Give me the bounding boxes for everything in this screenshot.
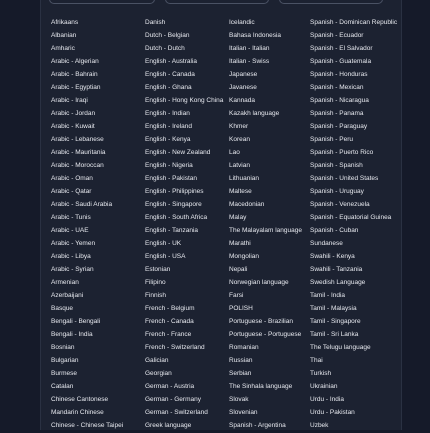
top-button-1[interactable]	[49, 0, 155, 4]
language-option[interactable]: Swahili - Tanzania	[310, 266, 363, 273]
language-option[interactable]: Serbian	[229, 370, 252, 377]
language-option[interactable]: Spanish - United States	[310, 175, 379, 182]
language-option[interactable]: English - Tanzania	[145, 227, 198, 234]
language-option[interactable]: Swedish Language	[310, 279, 366, 286]
language-option[interactable]: Arabic - Egyptian	[51, 84, 101, 91]
language-option[interactable]: Italian - Swiss	[229, 58, 270, 65]
language-option[interactable]: English - Pakistan	[145, 175, 198, 182]
language-option[interactable]: English - Hong Kong China	[145, 97, 224, 104]
language-option[interactable]: Spanish - Equatorial Guinea	[310, 214, 392, 221]
language-option[interactable]: Sundanese	[310, 240, 343, 247]
language-option[interactable]: Spanish - Ecuador	[310, 32, 364, 39]
language-option[interactable]: Arabic - Libya	[51, 253, 91, 260]
language-option[interactable]: Spanish - El Salvador	[310, 45, 373, 52]
language-option[interactable]: Lithuanian	[229, 175, 259, 182]
language-column-2	[145, 17, 223, 433]
language-option[interactable]: Dutch - Belgian	[145, 32, 190, 39]
language-option[interactable]: Slovenian	[229, 409, 258, 416]
language-option[interactable]: Tamil - India	[310, 292, 346, 299]
language-option[interactable]: Kannada	[229, 97, 256, 104]
language-option[interactable]: Khmer	[229, 123, 249, 130]
language-option[interactable]: French - Switzerland	[145, 344, 205, 351]
language-column-3	[229, 17, 302, 433]
language-option[interactable]: Finnish	[145, 292, 166, 299]
language-option[interactable]: Uzbek	[310, 422, 329, 429]
language-option[interactable]: French - France	[145, 331, 192, 338]
language-option[interactable]: Farsi	[229, 292, 244, 299]
language-option[interactable]: Arabic - Kuwait	[51, 123, 95, 130]
language-option[interactable]: Maltese	[229, 188, 252, 195]
language-option[interactable]: Latvian	[229, 162, 250, 169]
language-option[interactable]: Icelandic	[229, 19, 255, 26]
language-option[interactable]: Arabic - Oman	[51, 175, 93, 182]
language-option[interactable]: Tamil - Sri Lanka	[310, 331, 359, 338]
language-option[interactable]: The Telugu language	[310, 344, 371, 351]
language-option[interactable]: Urdu - Pakistan	[310, 409, 355, 416]
language-option[interactable]: Spanish - Puerto Rico	[310, 149, 374, 156]
language-option[interactable]: Albanian	[51, 32, 77, 39]
language-option[interactable]: Spanish - Spanish	[310, 162, 363, 169]
language-option[interactable]: Arabic - Iraqi	[51, 97, 88, 104]
language-option[interactable]: English - Ghana	[145, 84, 192, 91]
language-option[interactable]: Portuguese - Brazilian	[229, 318, 293, 325]
language-option[interactable]: Arabic - Bahrain	[51, 71, 98, 78]
language-option[interactable]: Arabic - Qatar	[51, 188, 92, 195]
language-option[interactable]: Bulgarian	[51, 357, 79, 364]
language-option[interactable]: Azerbaijani	[51, 292, 84, 299]
language-option[interactable]: Korean	[229, 136, 250, 143]
language-option[interactable]: POLISH	[229, 305, 253, 312]
language-option[interactable]: Spanish - Mexican	[310, 84, 364, 91]
language-option[interactable]: Estonian	[145, 266, 171, 273]
language-option[interactable]: Lao	[229, 149, 240, 156]
language-option[interactable]: Italian - Italian	[229, 45, 270, 52]
language-option[interactable]: Spanish - Panama	[310, 110, 364, 117]
language-option[interactable]: English - Nigeria	[145, 162, 193, 169]
language-option[interactable]: Spanish - Peru	[310, 136, 353, 143]
language-option[interactable]: Danish	[145, 19, 166, 26]
language-option[interactable]: Romanian	[229, 344, 259, 351]
language-option[interactable]: Spanish - Guatemala	[310, 58, 372, 65]
language-option[interactable]: Tamil - Singapore	[310, 318, 361, 325]
language-option[interactable]: Ukrainian	[310, 383, 338, 390]
language-option[interactable]: German - Switzerland	[145, 409, 208, 416]
language-option[interactable]: Spanish - Paraguay	[310, 123, 368, 130]
language-option[interactable]: Spanish - Cuban	[310, 227, 359, 234]
language-option[interactable]: Kazakh language	[229, 110, 280, 117]
language-option[interactable]: Javanese	[229, 84, 257, 91]
language-option[interactable]: Greek language	[145, 422, 192, 429]
language-option[interactable]: German - Germany	[145, 396, 201, 403]
language-option[interactable]: Marathi	[229, 240, 251, 247]
language-option[interactable]: Bosnian	[51, 344, 75, 351]
language-option[interactable]: English - Australia	[145, 58, 198, 65]
language-option[interactable]: The Malayalam language	[229, 227, 302, 234]
language-option[interactable]: Arabic - Lebanese	[51, 136, 104, 143]
language-option[interactable]: Spanish - Honduras	[310, 71, 368, 78]
language-option[interactable]: Portuguese - Portuguese	[229, 331, 302, 338]
top-button-2[interactable]	[165, 0, 269, 4]
language-option[interactable]: Japanese	[229, 71, 258, 78]
language-option[interactable]: Arabic - Moroccan	[51, 162, 104, 169]
top-button-3[interactable]	[279, 0, 383, 4]
language-option[interactable]: Arabic - Saudi Arabia	[51, 201, 113, 208]
language-option[interactable]: Arabic - Tunis	[51, 214, 91, 221]
language-option[interactable]: Thai	[310, 357, 323, 364]
language-option[interactable]: Arabic - UAE	[51, 227, 89, 234]
language-option[interactable]: German - Austria	[145, 383, 195, 390]
language-option[interactable]: Basque	[51, 305, 74, 312]
language-option[interactable]: Turkish	[310, 370, 332, 377]
language-option[interactable]: Burmese	[51, 370, 78, 377]
language-option[interactable]: Swahili - Kenya	[310, 253, 355, 260]
language-option[interactable]: Arabic - Syrian	[51, 266, 94, 273]
language-option[interactable]: Galician	[145, 357, 169, 364]
language-option[interactable]: Slovak	[229, 396, 249, 403]
language-column-4	[310, 17, 397, 433]
language-column-1	[51, 17, 123, 433]
language-option[interactable]: Afrikaans	[51, 19, 79, 26]
language-option[interactable]: Bengali - India	[51, 331, 93, 338]
language-option[interactable]: English - Indian	[145, 110, 190, 117]
language-option[interactable]: Mongolian	[229, 253, 259, 260]
language-option[interactable]: Spanish - Nicaragua	[310, 97, 369, 104]
language-option[interactable]: Macedonian	[229, 201, 265, 208]
language-option[interactable]: Tamil - Malaysia	[310, 305, 357, 312]
language-option[interactable]: Chinese - Chinese Taipei	[51, 422, 124, 429]
language-option[interactable]: English - Canada	[145, 71, 195, 78]
language-option[interactable]: Arabic - Mauritania	[51, 149, 106, 156]
language-option[interactable]: Armenian	[51, 279, 79, 286]
language-option[interactable]: Mandarin Chinese	[51, 409, 104, 416]
language-option[interactable]: Dutch - Dutch	[145, 45, 185, 52]
language-option[interactable]: Urdu - India	[310, 396, 344, 403]
language-option[interactable]: English - Philippines	[145, 188, 204, 195]
language-option[interactable]: English - UK	[145, 240, 182, 247]
language-option[interactable]: Arabic - Jordan	[51, 110, 96, 117]
language-option[interactable]: English - South Africa	[145, 214, 208, 221]
language-option[interactable]: Bengali - Bengali	[51, 318, 101, 325]
language-option[interactable]: English - Singapore	[145, 201, 202, 208]
language-option[interactable]: Nepali	[229, 266, 248, 273]
language-option[interactable]: Spanish - Venezuela	[310, 201, 370, 208]
language-option[interactable]: Malay	[229, 214, 247, 221]
language-option[interactable]: French - Canada	[145, 318, 194, 325]
language-option[interactable]: The Sinhala language	[229, 383, 293, 390]
language-option[interactable]: Bahasa Indonesia	[229, 32, 282, 39]
language-option[interactable]: Arabic - Yemen	[51, 240, 96, 247]
language-option[interactable]: Spanish - Argentina	[229, 422, 286, 429]
language-option[interactable]: Filipino	[145, 279, 166, 286]
language-option[interactable]: Arabic - Algerian	[51, 58, 99, 65]
language-option[interactable]: English - USA	[145, 253, 186, 260]
language-option[interactable]: English - New Zealand	[145, 149, 211, 156]
language-option[interactable]: Catalan	[51, 383, 74, 390]
language-option[interactable]: Norwegian language	[229, 279, 289, 286]
language-option[interactable]: Chinese Cantonese	[51, 396, 109, 403]
language-option[interactable]: Spanish - Dominican Republic	[310, 19, 398, 26]
language-option[interactable]: English - Kenya	[145, 136, 191, 143]
language-option[interactable]: English - Ireland	[145, 123, 192, 130]
language-option[interactable]: Georgian	[145, 370, 172, 377]
language-option[interactable]: Spanish - Uruguay	[310, 188, 364, 195]
language-option[interactable]: Amharic	[51, 45, 75, 52]
language-option[interactable]: French - Belgium	[145, 305, 195, 312]
language-option[interactable]: Russian	[229, 357, 253, 364]
